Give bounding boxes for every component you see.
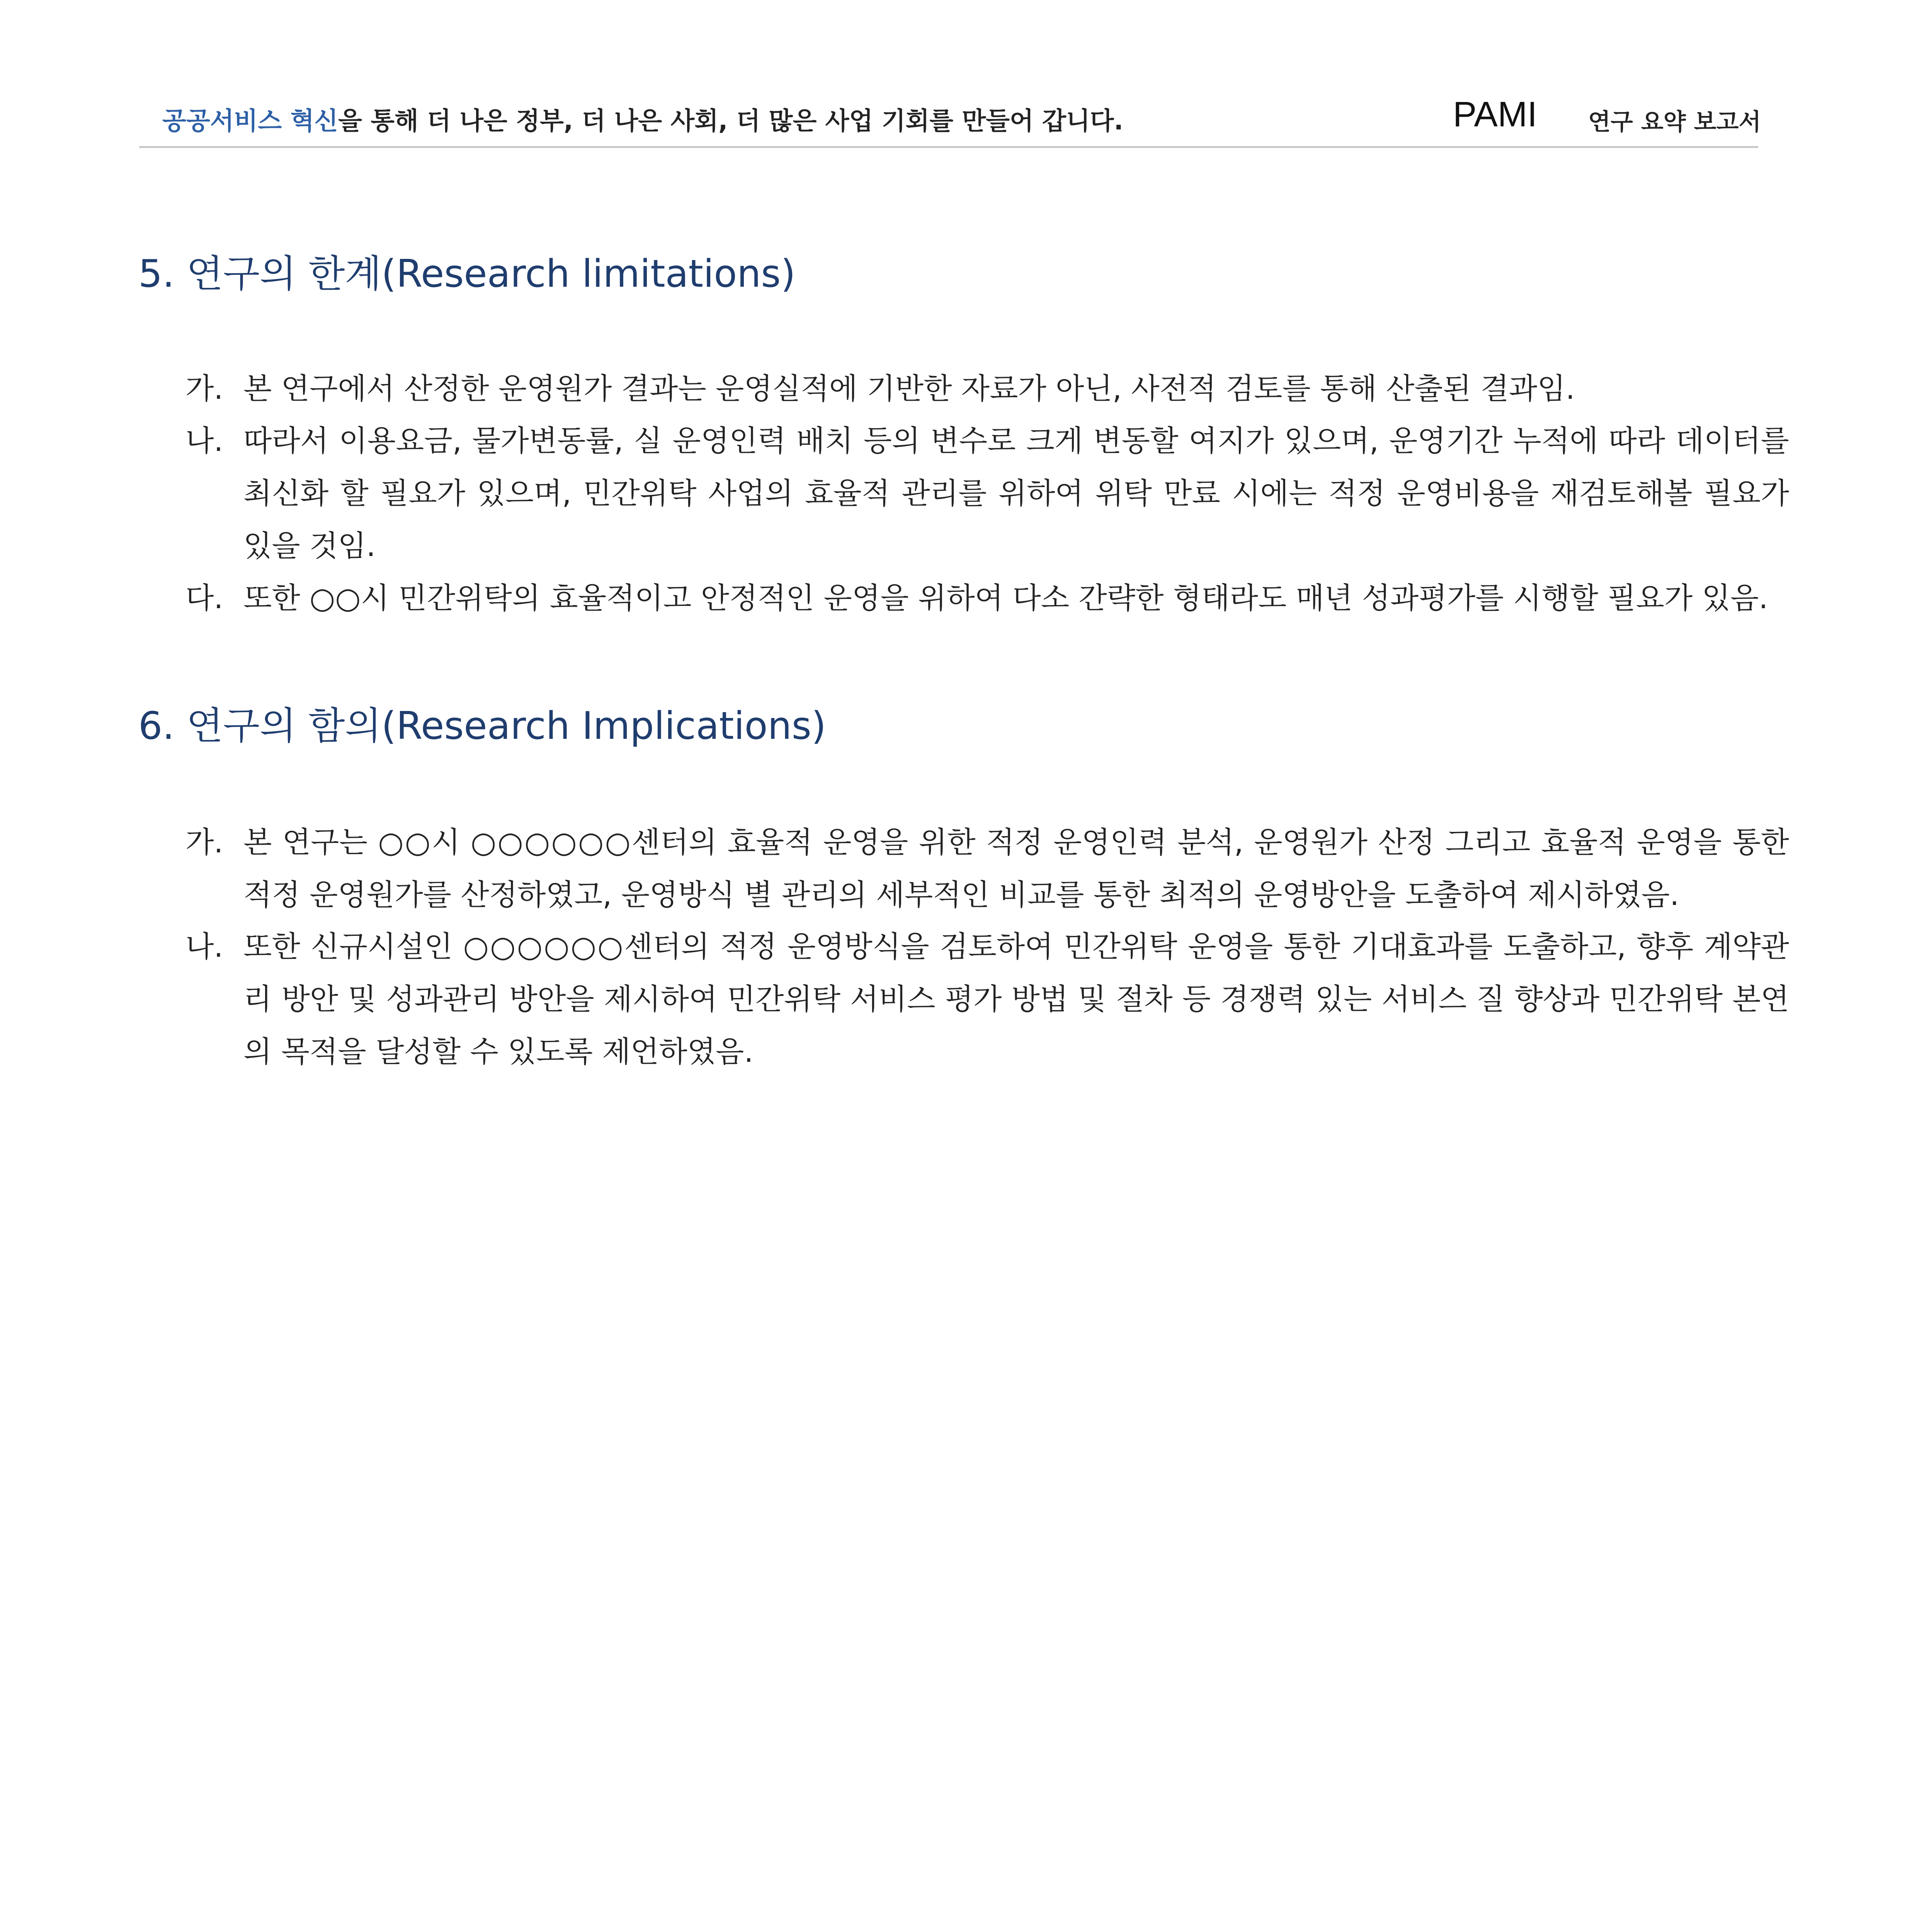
item-text: 또한 ○○시 민간위탁의 효율적이고 안정적인 운영을 위하여 다소 간략한 형태라도 매년 성과평가를 시행할 필요가 있음. [243,581,1768,615]
item-marker: 나. [185,423,223,458]
header-brand: PAMI [1453,95,1538,134]
header-slogan [162,101,1123,137]
header-subtitle: 연구 요약 보고서 [1588,109,1761,136]
item-text: 본 연구는 ○○시 ○○○○○○센터의 효율적 운영을 위한 적정 운영인력 분석, 운영원가 산정 그리고 효율적 운영을 통한 적정 운영원가를 산정하였고, 운영방식 별 관리의 세부적인 비교를 통한 최적의 운영방안을 도출하여 제시하였음. [243,825,1789,912]
item-text: 본 연구에서 산정한 운영원가 결과는 운영실적에 기반한 자료가 아닌, 사전적 검토를 통해 산출된 결과임. [243,371,1575,406]
header-slogan-rest: 을 통해 더 나은 정부, 더 나은 사회, 더 많은 사업 기회를 만들어 갑니다. [338,107,1123,136]
list-item [185,816,1789,921]
list-item [185,415,1789,572]
item-marker: 가. [185,825,223,859]
header-slogan-accent: 공공서비스 혁신 [162,107,338,136]
list-item [185,572,1789,624]
item-text: 또한 신규시설인 ○○○○○○센터의 적정 운영방식을 검토하여 민간위탁 운영을 통한 기대효과를 도출하고, 향후 계약관리 방안 및 성과관리 방안을 제시하여 민간위탁 서비스 평가 방법 및 절차 등 경쟁력 있는 서비스 질 향상과 민간위탁 본연의 목적을 달성할 수 있도록 제언하였음. [243,929,1789,1069]
list-item [185,362,1789,415]
header-divider [139,146,1758,148]
item-marker: 다. [185,581,223,615]
item-marker: 가. [185,371,223,406]
item-marker: 나. [185,929,223,964]
section-heading-implications: 6. 연구의 함의(Research Implications) [138,704,827,748]
list-item [185,920,1789,1078]
section-heading-limitations: 5. 연구의 한계(Research limitations) [138,252,796,296]
item-text: 따라서 이용요금, 물가변동률, 실 운영인력 배치 등의 변수로 크게 변동할 여지가 있으며, 운영기간 누적에 따라 데이터를 최신화 할 필요가 있으며, 민간위탁 사업의 효율적 관리를 위하여 위탁 만료 시에는 적정 운영비용을 재검토해볼 필요가 있을 것임. [243,423,1789,563]
